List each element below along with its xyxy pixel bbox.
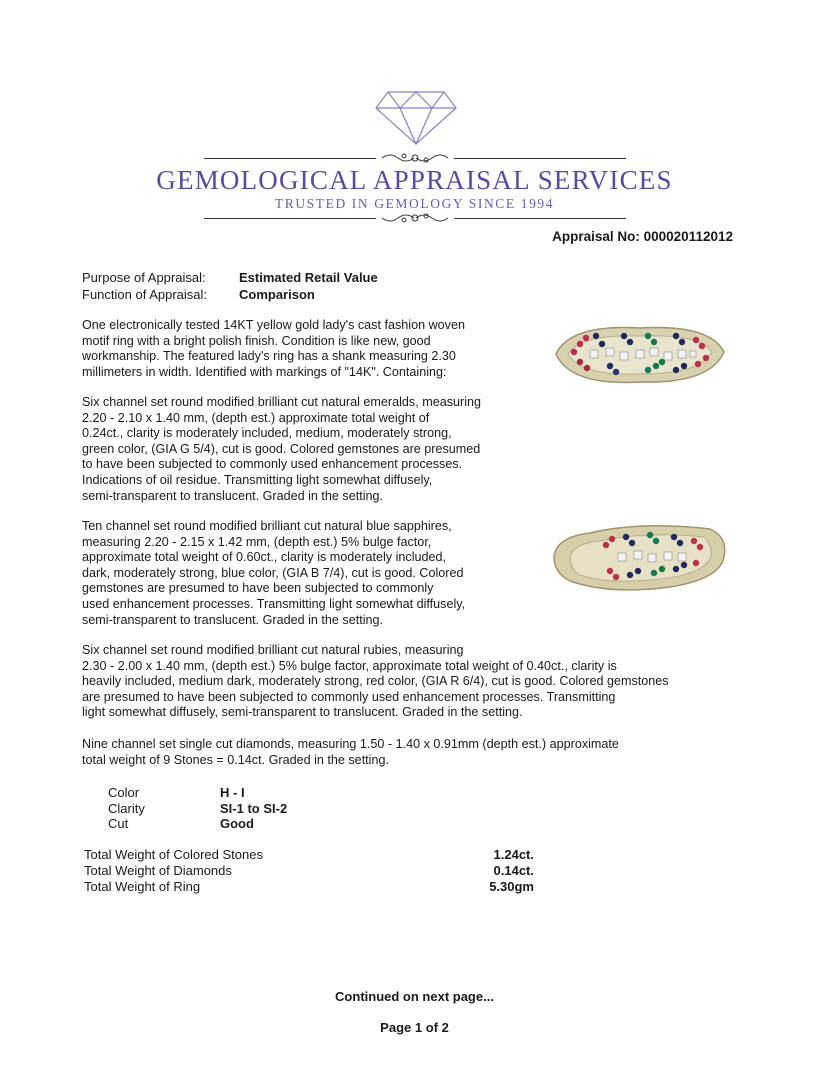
company-name: GEMOLOGICAL APPRAISAL SERVICES: [156, 165, 673, 195]
ruby-paragraph: Six channel set round modified brilliant cut natural rubies, measuring 2.30 - 2.00 x 1.40 mm, (depth est.) 5% bulge factor, approximate total weight of 0.40ct., clarity is heavily included, medium dark, moderately strong, red color, (GIA R 6/4), cut is good. Colored gemstones are presumed to have been subjected to commonly used enhancement processes. Transmitting light somewhat diffusely, semi-transparent to translucent. Graded in the setting.: [82, 643, 669, 720]
appraisal-meta: [82, 270, 378, 303]
total-value: 1.24ct.: [493, 847, 534, 862]
grade-label: Clarity: [108, 800, 145, 816]
emerald-paragraph: Six channel set round modified brilliant cut natural emeralds, measuring 2.20 - 2.10 x 1.40 mm, (depth est.) approximate total weight of 0.24ct., clarity is moderately included, medium, moderately strong, green color, (GIA G 5/4), cut is good. Colored gemstones are presumed to have been subjected to commonly used enhancement processes. Indications of oil residue. Transmitting light somewhat diffusely, semi-transparent to translucent. Graded in the setting.: [82, 395, 482, 503]
grade-value: Good: [220, 816, 254, 831]
total-value: 0.14ct.: [493, 863, 534, 878]
continued-note: Continued on next page...: [335, 989, 494, 1004]
intro-paragraph: One electronically tested 14KT yellow gold lady's cast fashion woven motif ring with a bright polish finish. Condition is like new, good workmanship. The featured lady's ring has a shank measuring 2.30 millimeters in width. Identified with markings of "14K". Containing:: [82, 318, 465, 379]
total-row: [84, 847, 534, 863]
total-label: Total Weight of Diamonds: [84, 863, 232, 878]
diamond-paragraph: Nine channel set single cut diamonds, measuring 1.50 - 1.40 x 0.91mm (depth est.) approximate total weight of 9 Stones = 0.14ct. Graded in the setting.: [82, 737, 619, 767]
diamond-grades: [108, 785, 287, 832]
company-logo: [0, 88, 829, 238]
grade-value: SI-1 to SI-2: [220, 800, 288, 816]
grade-row: [108, 785, 287, 801]
total-label: Total Weight of Ring: [84, 879, 201, 894]
purpose-value: Estimated Retail Value: [239, 270, 378, 285]
total-row: [84, 879, 534, 895]
company-tagline: TRUSTED IN GEMOLOGY SINCE 1994: [274, 196, 555, 211]
header-rule-left: [204, 158, 376, 159]
purpose-label: Purpose of Appraisal:: [82, 270, 206, 285]
header-rule-right-bottom: [454, 218, 626, 219]
header-rule-right: [454, 158, 626, 159]
grade-label: Color: [108, 785, 140, 800]
grade-row: [108, 801, 287, 817]
total-label: Total Weight of Colored Stones: [84, 847, 263, 862]
header-rule-left-bottom: [204, 218, 376, 219]
function-label: Function of Appraisal:: [82, 286, 208, 302]
grade-value: H - I: [220, 785, 245, 800]
flourish-ornament-bottom-icon: [380, 211, 450, 225]
page-number: Page 1 of 2: [380, 1020, 449, 1035]
grade-row: [108, 816, 287, 832]
diamond-outline-icon: [374, 88, 458, 146]
ring-photo-top-view: [550, 318, 730, 390]
sapphire-paragraph: Ten channel set round modified brilliant cut natural blue sapphires, measuring 2.20 - 2.15 x 1.42 mm, (depth est.) 5% bulge factor, approximate total weight of 0.60ct., clarity is moderately included, dark, moderately strong, blue color, (GIA B 7/4), cut is good. Colored gemstones are presumed to have been subjected to commonly used enhancement processes. Transmitting light somewhat diffusely, semi-transparent to translucent. Graded in the setting.: [82, 519, 466, 627]
total-row: [84, 863, 534, 879]
flourish-ornament-icon: [380, 151, 450, 165]
ring-photo-angle-view: [550, 517, 730, 597]
function-value: Comparison: [239, 286, 315, 302]
weight-totals: [84, 847, 534, 895]
total-value: 5.30gm: [489, 879, 534, 894]
grade-label: Cut: [108, 816, 129, 831]
appraisal-number: Appraisal No: 000020112012: [552, 229, 733, 244]
